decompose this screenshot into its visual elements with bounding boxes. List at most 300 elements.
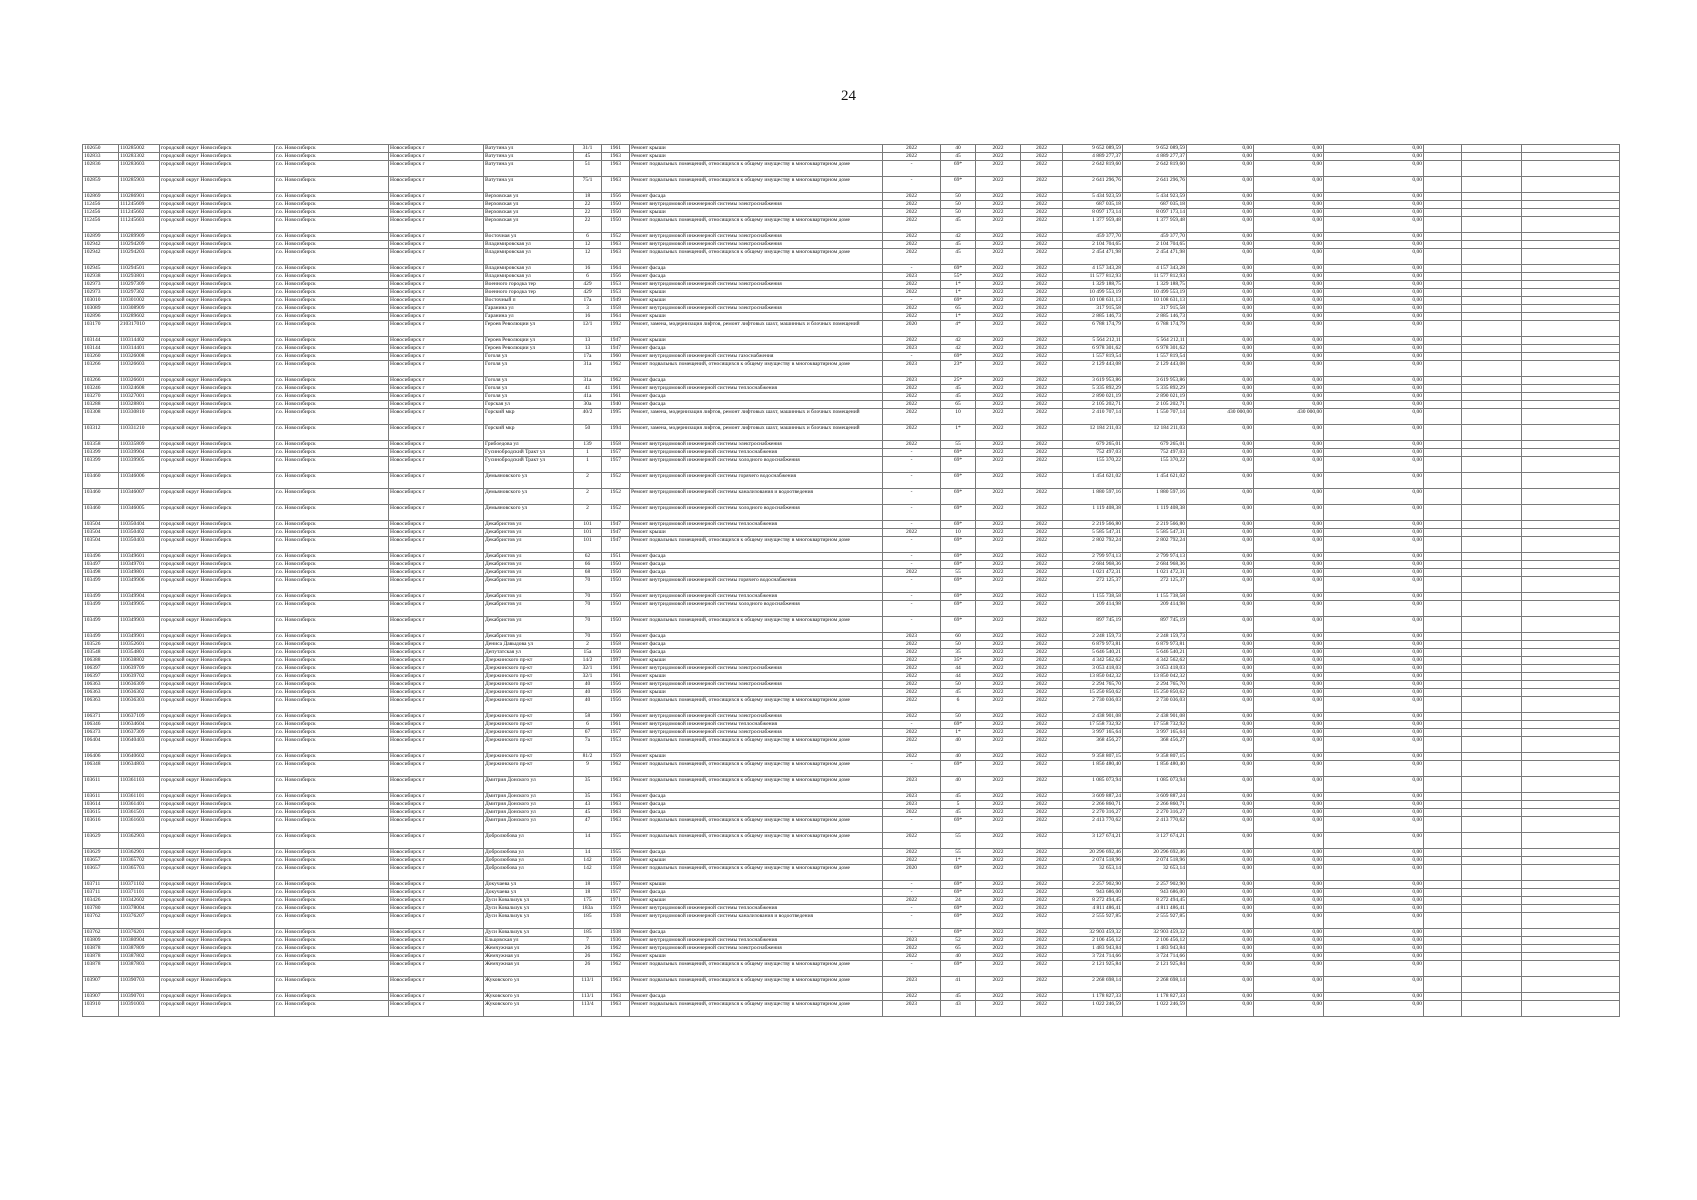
table-cell: 2022 — [883, 809, 941, 817]
table-cell: 111245603 — [119, 217, 160, 233]
table-cell: 70 — [574, 577, 602, 593]
table-cell: 69* — [941, 537, 976, 553]
table-cell: 32 903 459,32 — [1123, 929, 1187, 937]
page-number: 24 — [841, 88, 856, 104]
table-cell: 0,00 — [1324, 209, 1424, 217]
table-cell: г.о. Новосибирск — [275, 729, 389, 737]
table-cell: 41а — [574, 393, 602, 401]
table-cell: Новосибирск г — [389, 657, 484, 665]
table-cell: городской округ Новосибирск — [160, 273, 275, 281]
table-cell: 0,00 — [1324, 569, 1424, 577]
table-cell: 175 — [574, 897, 602, 905]
table-cell: 5 434 923,59 — [1063, 193, 1123, 201]
table-cell: 50 — [941, 209, 976, 217]
table-cell: - — [883, 297, 941, 305]
table-cell: 50 — [941, 713, 976, 721]
table-cell: 43 — [574, 801, 602, 809]
table-cell: Дзержинского пр-кт — [484, 721, 574, 729]
table-cell — [1522, 641, 1620, 649]
table-cell: 0,00 — [1324, 833, 1424, 849]
table-row — [83, 569, 1620, 577]
table-cell: 69* — [941, 561, 976, 569]
table-cell: 0,00 — [1324, 993, 1424, 1001]
table-cell: 2 074 518,96 — [1063, 857, 1123, 865]
table-cell: г.о. Новосибирск — [275, 809, 389, 817]
table-cell: Гусинобродский Тракт ул — [484, 449, 574, 457]
table-row — [83, 177, 1620, 193]
table-cell: Ватутина ул — [484, 177, 574, 193]
table-cell: 0,00 — [1324, 657, 1424, 665]
table-cell: 110289602 — [119, 313, 160, 321]
table-cell: 2022 — [976, 561, 1021, 569]
table-cell: 0,00 — [1254, 593, 1324, 601]
table-cell: 1950 — [602, 201, 630, 209]
table-cell: 110390701 — [119, 993, 160, 1001]
table-cell: 0,00 — [1187, 665, 1254, 673]
table-cell — [1462, 681, 1522, 689]
table-cell: 1 483 943,84 — [1063, 945, 1123, 953]
table-cell: 106406 — [83, 753, 119, 761]
table-cell: Дмитрия Донского ул — [484, 777, 574, 793]
table-cell — [1462, 289, 1522, 297]
table-cell: Ремонт подвальных помещений, относящихся к общему имуществу в многоквартирном доме — [630, 777, 883, 793]
table-cell: городской округ Новосибирск — [160, 601, 275, 617]
table-cell — [1522, 377, 1620, 385]
table-cell: 0,00 — [1254, 961, 1324, 977]
table-cell: 3 997 165,64 — [1123, 729, 1187, 737]
repair-program-table — [82, 144, 1619, 1017]
table-cell: городской округ Новосибирск — [160, 265, 275, 273]
table-cell — [1462, 905, 1522, 913]
table-cell: 35 — [574, 793, 602, 801]
table-row — [83, 657, 1620, 665]
table-cell: 2022 — [976, 977, 1021, 993]
table-cell: г.о. Новосибирск — [275, 633, 389, 641]
table-cell — [1424, 553, 1462, 561]
table-cell: 1950 — [602, 649, 630, 657]
table-cell: 0,00 — [1254, 377, 1324, 385]
table-cell: 1 021 472,31 — [1063, 569, 1123, 577]
table-cell: г.о. Новосибирск — [275, 617, 389, 633]
table-cell: 69* — [941, 177, 976, 193]
table-cell: городской округ Новосибирск — [160, 425, 275, 441]
table-cell: Дзержинского пр-кт — [484, 681, 574, 689]
table-cell: 2 294 765,70 — [1123, 681, 1187, 689]
table-cell: г.о. Новосибирск — [275, 801, 389, 809]
table-cell: 2023 — [883, 377, 941, 385]
table-cell: 2022 — [1021, 649, 1063, 657]
table-cell: Новосибирск г — [389, 385, 484, 393]
table-cell: Депутатская ул — [484, 649, 574, 657]
table-cell: 2022 — [1021, 241, 1063, 249]
table-cell: г.о. Новосибирск — [275, 385, 389, 393]
table-cell — [1424, 473, 1462, 489]
table-cell: 12/1 — [574, 321, 602, 337]
table-cell: 0,00 — [1324, 241, 1424, 249]
table-row — [83, 601, 1620, 617]
table-cell — [1522, 553, 1620, 561]
table-cell: - — [883, 553, 941, 561]
table-cell: 16 — [574, 313, 602, 321]
table-cell: 35 — [941, 649, 976, 657]
table-cell: 0,00 — [1324, 273, 1424, 281]
table-cell: - — [883, 905, 941, 913]
table-cell — [1424, 273, 1462, 281]
table-cell — [1522, 569, 1620, 577]
table-cell: 1994 — [602, 425, 630, 441]
table-cell: Гоголя ул — [484, 393, 574, 401]
table-cell: 110286901 — [119, 193, 160, 201]
table-cell: 139 — [574, 441, 602, 449]
table-cell: 45 — [941, 385, 976, 393]
table-cell: 0,00 — [1324, 977, 1424, 993]
table-cell: 110330810 — [119, 409, 160, 425]
table-row — [83, 321, 1620, 337]
table-cell: 0,00 — [1324, 729, 1424, 737]
table-cell: 103499 — [83, 577, 119, 593]
table-cell: 2022 — [1021, 289, 1063, 297]
table-cell: 0,00 — [1254, 1001, 1324, 1017]
table-cell: Верховская ул — [484, 217, 574, 233]
table-cell: 55 — [941, 569, 976, 577]
table-cell: Ремонт подвальных помещений, относящихся к общему имуществу в многоквартирном доме — [630, 865, 883, 881]
table-cell: 1 155 738,58 — [1123, 593, 1187, 601]
table-cell: 58 — [574, 713, 602, 721]
table-cell: Ремонт фасада — [630, 793, 883, 801]
table-cell: 1963 — [602, 241, 630, 249]
table-cell: - — [883, 177, 941, 193]
table-cell: 0,00 — [1254, 801, 1324, 809]
table-cell — [1522, 241, 1620, 249]
table-cell: Добролюбова ул — [484, 833, 574, 849]
table-cell: 0,00 — [1324, 321, 1424, 337]
table-row — [83, 473, 1620, 489]
table-cell: 69* — [941, 449, 976, 457]
table-cell: 35* — [941, 657, 976, 665]
table-cell: 103809 — [83, 937, 119, 945]
table-cell: городской округ Новосибирск — [160, 657, 275, 665]
table-cell: 0,00 — [1324, 577, 1424, 593]
table-cell: 2023 — [883, 345, 941, 353]
table-cell: 0,00 — [1187, 177, 1254, 193]
table-cell: 1938 — [602, 913, 630, 929]
table-cell: 103499 — [83, 593, 119, 601]
table-cell: 2022 — [1021, 193, 1063, 201]
table-cell: Новосибирск г — [389, 673, 484, 681]
table-cell: Ремонт подвальных помещений, относящихся к общему имуществу в многоквартирном доме — [630, 817, 883, 833]
table-cell: городской округ Новосибирск — [160, 177, 275, 193]
table-cell: Декабристов ул — [484, 633, 574, 641]
table-cell: Декабристов ул — [484, 561, 574, 569]
table-body — [83, 145, 1620, 1017]
table-row — [83, 913, 1620, 929]
table-cell: 0,00 — [1324, 425, 1424, 441]
table-cell: Ремонт внутридомовой инженерной системы электроснабжения — [630, 729, 883, 737]
table-cell: г.о. Новосибирск — [275, 929, 389, 937]
table-cell: Дуси Ковальчук ул — [484, 905, 574, 913]
table-cell: 103762 — [83, 913, 119, 929]
table-cell: 0,00 — [1254, 857, 1324, 865]
table-cell: 897 745,19 — [1123, 617, 1187, 633]
table-cell — [1424, 849, 1462, 857]
table-cell: 2 294 765,70 — [1063, 681, 1123, 689]
table-cell: г.о. Новосибирск — [275, 449, 389, 457]
table-cell — [1462, 161, 1522, 177]
table-cell: 70 — [574, 601, 602, 617]
table-cell: 0,00 — [1187, 537, 1254, 553]
table-cell: 2 257 902,90 — [1063, 881, 1123, 889]
table-cell: 0,00 — [1254, 457, 1324, 473]
table-cell: 2022 — [1021, 441, 1063, 449]
table-cell: 9 652 089,59 — [1123, 145, 1187, 153]
table-cell: 32/1 — [574, 673, 602, 681]
table-cell: 2 799 974,13 — [1123, 553, 1187, 561]
table-cell: г.о. Новосибирск — [275, 673, 389, 681]
table-cell — [1522, 993, 1620, 1001]
table-cell: 103460 — [83, 505, 119, 521]
table-cell: 2 270 316,27 — [1063, 809, 1123, 817]
table-cell: Новосибирск г — [389, 929, 484, 937]
table-cell: 1947 — [602, 521, 630, 529]
table-cell: 2022 — [1021, 945, 1063, 953]
table-cell: 2022 — [1021, 937, 1063, 945]
table-cell: 2 219 566,80 — [1123, 521, 1187, 529]
table-cell: - — [883, 353, 941, 361]
table-cell: 2022 — [976, 153, 1021, 161]
table-cell: 2022 — [976, 201, 1021, 209]
table-cell: 32 903 459,32 — [1063, 929, 1123, 937]
table-cell: Героев Революции ул — [484, 337, 574, 345]
table-cell: 102945 — [83, 265, 119, 273]
table-cell: 103711 — [83, 881, 119, 889]
table-cell: 2022 — [976, 305, 1021, 313]
table-cell: 0,00 — [1187, 897, 1254, 905]
table-cell: городской округ Новосибирск — [160, 505, 275, 521]
table-cell: Ватутина ул — [484, 153, 574, 161]
table-cell: Новосибирск г — [389, 1001, 484, 1017]
table-cell: г.о. Новосибирск — [275, 569, 389, 577]
table-cell: 0,00 — [1187, 361, 1254, 377]
table-cell: г.о. Новосибирск — [275, 649, 389, 657]
table-cell: 103629 — [83, 849, 119, 857]
table-cell: 4 342 562,62 — [1063, 657, 1123, 665]
table-cell: 185 — [574, 929, 602, 937]
table-cell — [1424, 313, 1462, 321]
table-cell: 40 — [941, 145, 976, 153]
table-cell: г.о. Новосибирск — [275, 529, 389, 537]
table-cell: Ремонт фасада — [630, 553, 883, 561]
table-cell: 2 413 770,62 — [1123, 817, 1187, 833]
table-cell: г.о. Новосибирск — [275, 217, 389, 233]
table-cell: 2022 — [976, 521, 1021, 529]
table-cell: 8 272 494,45 — [1123, 897, 1187, 905]
table-cell: 183а — [574, 905, 602, 913]
table-cell: 2022 — [976, 865, 1021, 881]
table-cell: 45 — [574, 153, 602, 161]
table-cell: 368 456,27 — [1123, 737, 1187, 753]
table-cell: Дзержинского пр-кт — [484, 697, 574, 713]
table-cell: Ремонт внутридомовой инженерной системы электроснабжения — [630, 681, 883, 689]
table-cell: 2022 — [1021, 793, 1063, 801]
table-cell: Героев Революции ул — [484, 345, 574, 353]
table-cell: 4 811 486,41 — [1123, 905, 1187, 913]
table-cell: 0,00 — [1187, 457, 1254, 473]
table-cell: 50 — [941, 641, 976, 649]
table-cell: 142 — [574, 857, 602, 865]
table-cell: 2022 — [883, 281, 941, 289]
table-cell — [1424, 441, 1462, 449]
table-cell — [1522, 633, 1620, 641]
table-cell: 101 — [574, 521, 602, 529]
table-cell: Ремонт крыши — [630, 673, 883, 681]
table-cell: 0,00 — [1324, 313, 1424, 321]
table-cell: 112456 — [83, 201, 119, 209]
table-cell: 0,00 — [1254, 673, 1324, 681]
table-cell: 0,00 — [1254, 561, 1324, 569]
table-cell — [1462, 153, 1522, 161]
table-cell: 2022 — [976, 377, 1021, 385]
table-cell — [1462, 385, 1522, 393]
table-cell: Добролюбова ул — [484, 849, 574, 857]
table-cell: Новосибирск г — [389, 721, 484, 729]
table-cell: 209 414,98 — [1123, 601, 1187, 617]
table-cell: 26 — [574, 961, 602, 977]
table-cell: Ремонт, замена, модернизация лифтов, ремонт лифтовых шахт, машинных и блочных помещений — [630, 321, 883, 337]
table-cell: 2022 — [883, 993, 941, 1001]
table-cell: 2 106 456,12 — [1123, 937, 1187, 945]
table-cell: 0,00 — [1254, 209, 1324, 217]
table-cell: 0,00 — [1254, 241, 1324, 249]
table-cell — [1424, 881, 1462, 889]
table-cell: 2022 — [1021, 409, 1063, 425]
table-cell — [1462, 345, 1522, 353]
table-cell: 2 641 296,76 — [1123, 177, 1187, 193]
table-cell: 2022 — [883, 681, 941, 689]
table-cell: 69* — [941, 913, 976, 929]
table-cell: 2 074 518,96 — [1123, 857, 1187, 865]
table-cell: - — [883, 561, 941, 569]
table-cell: 0,00 — [1187, 641, 1254, 649]
table-cell: Новосибирск г — [389, 265, 484, 273]
table-cell — [1424, 321, 1462, 337]
table-cell: 2022 — [883, 673, 941, 681]
table-cell: Владимировская ул — [484, 273, 574, 281]
table-cell: Горский мкр — [484, 409, 574, 425]
table-cell: Новосибирск г — [389, 289, 484, 297]
table-cell — [1522, 753, 1620, 761]
table-cell: 2 454 471,98 — [1063, 249, 1123, 265]
table-cell: 52 — [941, 937, 976, 945]
table-cell: 6 — [574, 233, 602, 241]
table-cell — [1424, 913, 1462, 929]
table-cell — [1522, 457, 1620, 473]
table-cell: 0,00 — [1187, 281, 1254, 289]
table-cell: 41 — [574, 385, 602, 393]
table-cell: городской округ Новосибирск — [160, 353, 275, 361]
table-cell: Дмитрия Донского ул — [484, 809, 574, 817]
table-cell: Новосибирск г — [389, 913, 484, 929]
table-cell: 2022 — [976, 601, 1021, 617]
table-row — [83, 753, 1620, 761]
table-cell: 0,00 — [1324, 721, 1424, 729]
table-cell: 0,00 — [1187, 721, 1254, 729]
table-cell: 0,00 — [1324, 409, 1424, 425]
table-cell: 110378004 — [119, 905, 160, 913]
table-cell: 110346007 — [119, 489, 160, 505]
table-cell: 2022 — [883, 193, 941, 201]
table-cell: 102650 — [83, 145, 119, 153]
table-cell: 2022 — [883, 241, 941, 249]
table-cell: 2022 — [1021, 457, 1063, 473]
table-cell: 0,00 — [1254, 385, 1324, 393]
table-cell: 272 125,37 — [1063, 577, 1123, 593]
table-cell: 102973 — [83, 289, 119, 297]
table-cell: 1 550 707,14 — [1123, 409, 1187, 425]
table-cell: Ремонт фасада — [630, 993, 883, 1001]
table-cell: Ремонт подвальных помещений, относящихся к общему имуществу в многоквартирном доме — [630, 617, 883, 633]
table-cell: 15 250 850,62 — [1123, 689, 1187, 697]
table-cell: 1 557 819,54 — [1123, 353, 1187, 361]
table-cell: Ремонт внутридомовой инженерной системы теплоснабжения — [630, 521, 883, 529]
table-cell: 0,00 — [1187, 809, 1254, 817]
table-cell: 1956 — [602, 273, 630, 281]
table-cell: 2022 — [1021, 657, 1063, 665]
table-cell: 0,00 — [1187, 937, 1254, 945]
table-cell: Ремонт крыши — [630, 529, 883, 537]
table-cell: 2 642 819,60 — [1063, 161, 1123, 177]
table-cell: 0,00 — [1187, 681, 1254, 689]
table-cell: 103399 — [83, 449, 119, 457]
table-cell: 110339905 — [119, 457, 160, 473]
table-cell: Ремонт фасада — [630, 929, 883, 937]
table-row — [83, 217, 1620, 233]
table-cell: 22 — [574, 217, 602, 233]
table-cell — [1462, 409, 1522, 425]
table-row — [83, 457, 1620, 473]
table-cell: 2022 — [883, 657, 941, 665]
table-cell: 2022 — [883, 641, 941, 649]
table-cell: 0,00 — [1187, 553, 1254, 561]
table-cell: 2022 — [976, 881, 1021, 889]
table-cell: 0,00 — [1324, 553, 1424, 561]
table-cell — [1462, 297, 1522, 305]
table-cell — [1522, 353, 1620, 361]
table-cell: 1963 — [602, 1001, 630, 1017]
table-cell: 2 730 036,03 — [1123, 697, 1187, 713]
table-cell: 1 377 959,48 — [1063, 217, 1123, 233]
table-cell: 0,00 — [1187, 529, 1254, 537]
table-cell — [1522, 793, 1620, 801]
table-cell: Дмитрия Донского ул — [484, 793, 574, 801]
table-cell: Новосибирск г — [389, 441, 484, 449]
table-cell: 0,00 — [1324, 265, 1424, 273]
table-cell: 103762 — [83, 929, 119, 937]
table-cell: 1964 — [602, 265, 630, 273]
table-cell: 1950 — [602, 633, 630, 641]
table-cell: 1960 — [602, 713, 630, 721]
table-cell: 1* — [941, 281, 976, 289]
table-cell: 2022 — [976, 209, 1021, 217]
table-cell: 0,00 — [1324, 233, 1424, 241]
table-cell: Новосибирск г — [389, 993, 484, 1001]
table-cell: 0,00 — [1324, 289, 1424, 297]
table-row — [83, 889, 1620, 897]
table-cell: г.о. Новосибирск — [275, 305, 389, 313]
table-cell — [1424, 993, 1462, 1001]
table-cell: 0,00 — [1254, 945, 1324, 953]
table-cell: Новосибирск г — [389, 777, 484, 793]
table-cell: Дмитрия Донского ул — [484, 817, 574, 833]
